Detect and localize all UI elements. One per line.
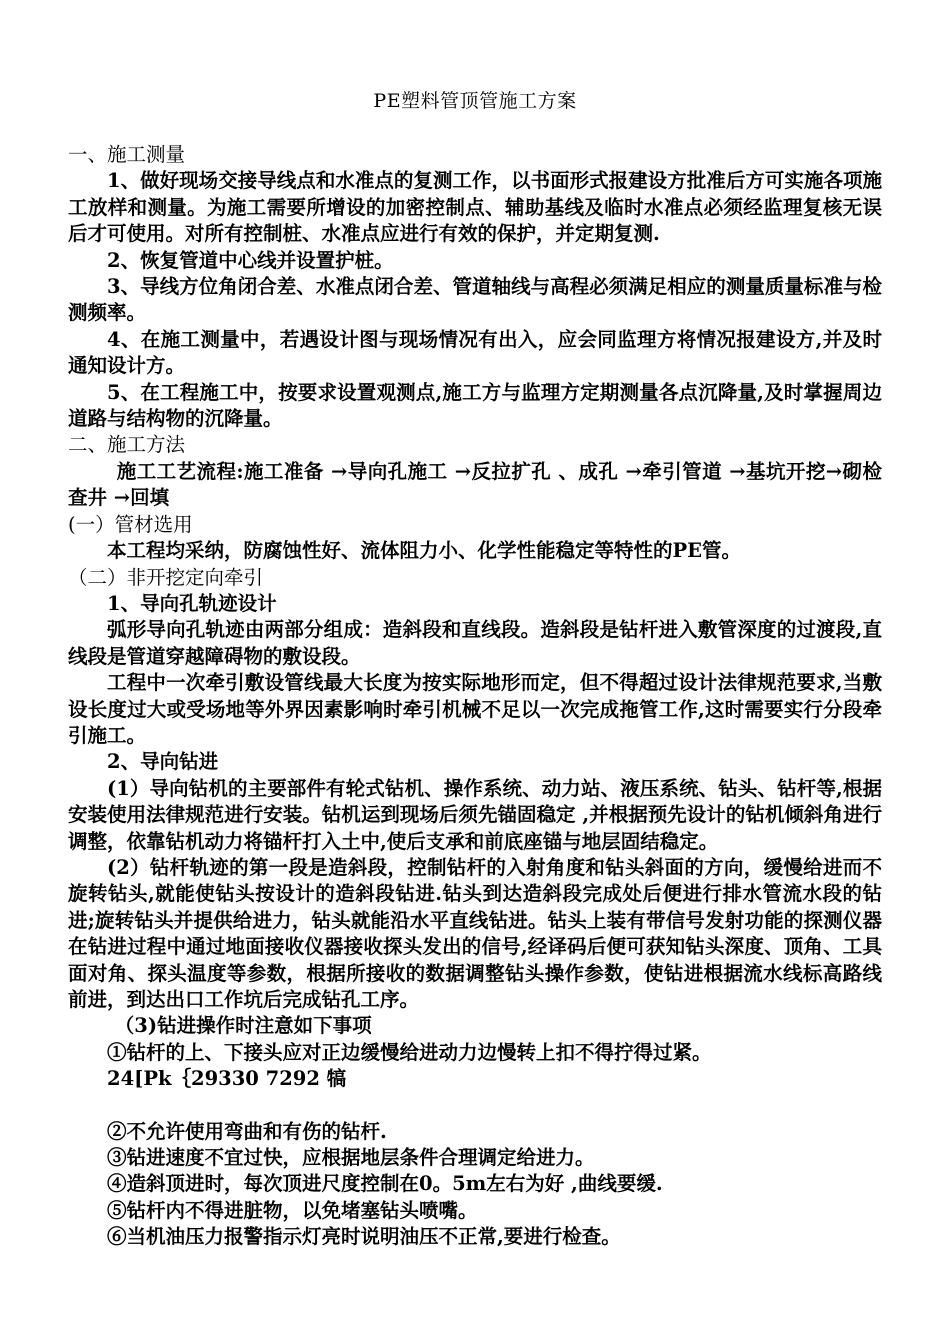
list-item: ①钻杆的上、下接头应对正边缓慢给进动力边慢转上扣不得拧得过紧。: [107, 1040, 712, 1064]
subsection-heading-directional: （二）非开挖定向牵引: [68, 565, 264, 589]
paragraph: 3、导线方位角闭合差、水准点闭合差、管道轴线与高程必须满足相应的测量质量标准与检测频率。: [68, 275, 882, 325]
paragraph: (2）钻杆轨迹的第一段是造斜段，控制钻杆的入射角度和钻头斜面的方向，缓慢给进而不旋转钻头,就能使钻头按设计的造斜段钻进.钻头到达造斜段完成处后便进行排水管流水段的钻进;旋转钻头并提供给进力，钻头就能沿水平直线钻进。钻头上装有带信号发射功能的探测仪器在钻进过程中通过地面接收仪器接收探头发出的信号,经译码后便可获知钻头深度、顶角、工具面对角、探头温度等参数，根据所接收的数据调整钻头操作参数，使钻进根据流水线标高路线前进，到达出口工作坑后完成钻孔工序。: [68, 855, 882, 1011]
paragraph: 2、恢复管道中心线并设置护桩。: [107, 248, 394, 272]
list-item: ⑤钻杆内不得进脏物，以免堵塞钻头喷嘴。: [107, 1198, 478, 1222]
subsection-heading-pipe: (一）管材选用: [68, 512, 193, 536]
paragraph: 工程中一次牵引敷设管线最大长度为按实际地形而定，但不得超过设计法律规范要求,当敷设长度过大或受场地等外界因素影响时牵引机械不足以一次完成拖管工作,这时需要实行分段牵引施工。: [68, 671, 882, 747]
item-heading: 2、导向钻进: [107, 750, 219, 774]
blank-line: [68, 1093, 882, 1119]
paragraph: 本工程均采纳，防腐蚀性好、流体阻力小、化学性能稳定等特性的PE管。: [107, 539, 742, 563]
paragraph: (1）导向钻机的主要部件有轮式钻机、操作系统、动力站、液压系统、钻头、钻杆等,根据安装使用法律规范进行安装。钻机运到现场后须先锚固稳定 ,并根据预先设计的钻机倾斜角进行调整，依靠钻机动力将锚杆打入土中,使后支承和前底座锚与地层固结稳定。: [68, 776, 882, 853]
document-title: PE塑料管顶管施工方案: [373, 90, 577, 112]
item-heading: 1、导向孔轨迹设计: [107, 591, 277, 615]
list-item: ②不允许使用弯曲和有伤的钻杆.: [107, 1119, 387, 1143]
section-heading-method: 二、施工方法: [68, 433, 186, 457]
list-item: ⑥当机油压力报警指示灯亮时说明油压不正常,要进行检查。: [107, 1225, 621, 1249]
document-body: [68, 142, 882, 1251]
paragraph: （3)钻进操作时注意如下事项: [114, 1014, 372, 1038]
list-item: ③钻进速度不宜过快，应根据地层条件合理调定给进力。: [107, 1146, 595, 1170]
code-line: 24[Pk｛29330 7292 犒: [107, 1067, 347, 1091]
paragraph: 5、在工程施工中，按要求设置观测点,施工方与监理方定期测量各点沉降量,及时掌握周边道路与结构物的沉降量。: [68, 380, 882, 431]
section-heading-survey: 一、施工测量: [68, 143, 186, 166]
paragraph: 1、做好现场交接导线点和水准点的复测工作，以书面形式报建设方批准后方可实施各项施工放样和测量。为施工需要所增设的加密控制点、辅助基线及临时水准点必须经监理复核无误后才可使用。对所有控制桩、水准点应进行有效的保护，并定期复测.: [68, 169, 882, 246]
process-flow: 施工工艺流程:施工准备 →导向孔施工 →反拉扩孔 、成孔 →牵引管道 →基坑开挖→砌检查井 →回填: [68, 459, 882, 510]
paragraph: 4、在施工测量中，若遇设计图与现场情况有出入，应会同监理方将情况报建设方,并及时通知设计方。: [68, 327, 882, 378]
list-item: ④造斜顶进时，每次顶进尺度控制在0。5m左右为好 ,曲线要缓.: [107, 1172, 663, 1196]
paragraph: 弧形导向孔轨迹由两部分组成：造斜段和直线段。造斜段是钻杆进入敷管深度的过渡段,直线段是管道穿越障碍物的敷设段。: [68, 618, 882, 668]
